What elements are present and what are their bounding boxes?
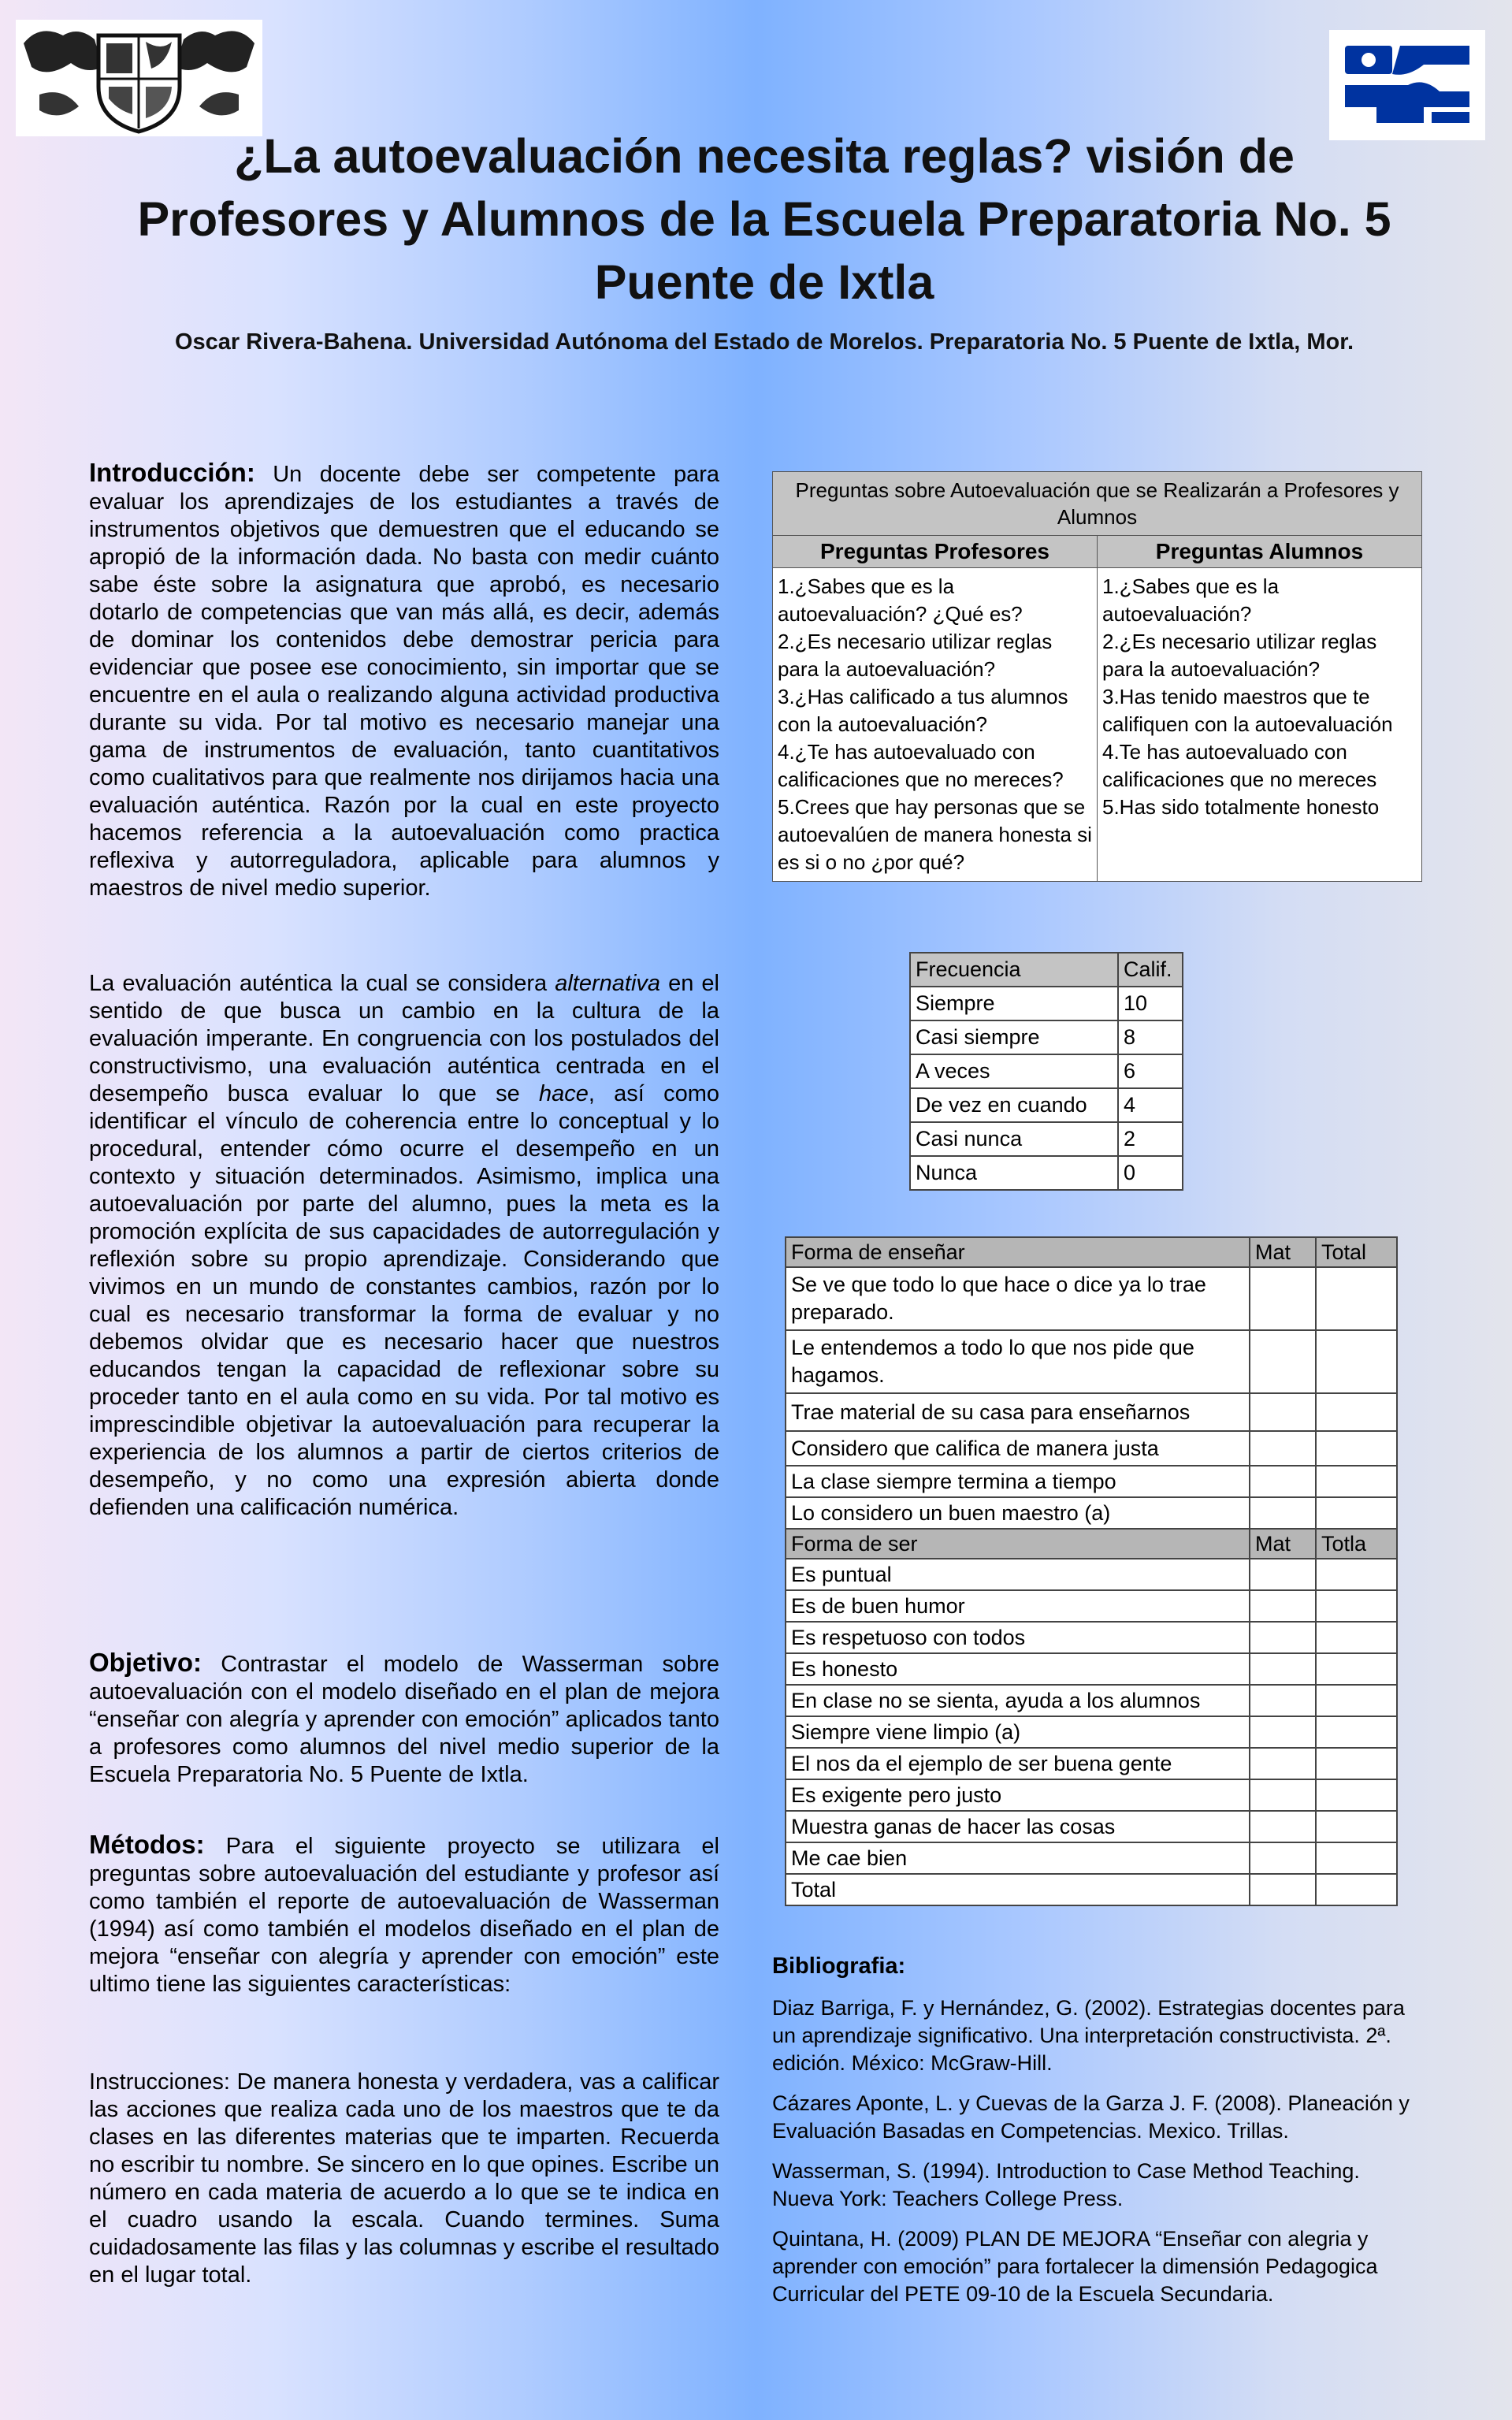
student-question: 4.Te has autoevaluado con calificaciones que no mereces [1102, 740, 1377, 791]
frequency-header: Frecuencia [910, 953, 1118, 987]
subject-score-cell[interactable] [1250, 1466, 1316, 1497]
bibliography-entry: Wasserman, S. (1994). Introduction to Case Method Teaching. Nueva York: Teachers College Press. [772, 2159, 1360, 2210]
total-header: Total [1316, 1237, 1397, 1267]
total-cell[interactable] [1316, 1622, 1397, 1653]
teacher-question: 1.¿Sabes que es la autoevaluación? ¿Qué es? [778, 574, 1023, 626]
teacher-question: 3.¿Has calificado a tus alumnos con la autoevaluación? [778, 685, 1068, 736]
criterion-label: Total [786, 1874, 1250, 1905]
table-row [786, 1874, 1397, 1905]
total-cell[interactable] [1316, 1466, 1397, 1497]
introduction-text: Un docente debe ser competente para evaluar los aprendizajes de los estudiantes a través de instrumentos objetivos que demuestren que el educando se apropió de la información dada. No basta con medir cuánto sabe éste sobre la asignatura que aprobó, es necesario dotarlo de competencias que van más allá, es decir, además de dominar los contenidos debe demostrar pericia para evidenciar que posee ese conocimiento, sin importar que se encuentre en el aula o realizando alguna actividad productiva durante su vida. Por tal motivo es necesario manejar una gama de instrumentos de evaluación, tanto cuantitativos como cualitativos para que realmente nos dirijamos hacia una evaluación auténtica. Razón por la cual en este proyecto hacemos referencia a la autoevaluación como practica reflexiva y autorreguladora, aplicable para alumnos y maestros de nivel medio superior. [89, 462, 719, 901]
objective-heading: Objetivo: [89, 1648, 202, 1677]
total-cell[interactable] [1316, 1653, 1397, 1685]
frequency-label: Siempre [910, 987, 1118, 1020]
total-cell[interactable] [1316, 1685, 1397, 1716]
subject-score-cell[interactable] [1250, 1716, 1316, 1748]
subject-score-cell[interactable] [1250, 1431, 1316, 1466]
total-cell[interactable] [1316, 1716, 1397, 1748]
total-cell[interactable] [1316, 1431, 1397, 1466]
teacher-question: 4.¿Te has autoevaluado con calificaciones que no mereces? [778, 740, 1064, 791]
objective-text: Contrastar el modelo de Wasserman sobre autoevaluación con el modelo diseñado en el plan de mejora “enseñar con alegría y aprender con emoción” aplicados tanto a profesores como alumnos del nivel medio superior de la Escuela Preparatoria No. 5 Puente de Ixtla. [89, 1652, 719, 1787]
table-row [786, 1748, 1397, 1779]
subject-score-cell[interactable] [1250, 1393, 1316, 1431]
subject-score-cell[interactable] [1250, 1748, 1316, 1779]
subject-score-cell[interactable] [1250, 1267, 1316, 1330]
table-row [786, 1716, 1397, 1748]
table-row [786, 1393, 1397, 1431]
bibliography-entry: Cázares Aponte, L. y Cuevas de la Garza J. F. (2008). Planeación y Evaluación Basadas en Competencias. Mexico. Trillas. [772, 2091, 1410, 2143]
table-row [786, 1559, 1397, 1590]
score-value: 8 [1118, 1020, 1183, 1054]
subject-score-cell[interactable] [1250, 1779, 1316, 1811]
instructions-text: Instrucciones: De manera honesta y verdadera, vas a calificar las acciones que realiza cada uno de los maestros que te da clases en las diferentes materias que te imparten. Recuerda no escribir tu nombre. Se sincero en lo que opines. Escribe un número en cada materia de acuerdo a lo que se te indica en el cuadro usando la escala. Cuando termines. Suma cuidadosamente las filas y las columnas y escribe el resultado en el lugar total. [89, 2069, 719, 2288]
bibliography-heading: Bibliografia: [772, 1953, 906, 1979]
total-header: Totla [1316, 1529, 1397, 1559]
subject-score-cell[interactable] [1250, 1653, 1316, 1685]
table-row [910, 1088, 1183, 1122]
total-cell[interactable] [1316, 1811, 1397, 1842]
poster-title: ¿La autoevaluación necesita reglas? visión de Profesores y Alumnos de la Escuela Preparatoria No. 5 Puente de Ixtla [137, 129, 1391, 309]
table-row [786, 1622, 1397, 1653]
subject-header: Mat [1250, 1237, 1316, 1267]
frequency-label: A veces [910, 1054, 1118, 1088]
methods-section [89, 1831, 719, 1998]
score-value: 10 [1118, 987, 1183, 1020]
total-cell[interactable] [1316, 1590, 1397, 1622]
criterion-label: La clase siempre termina a tiempo [786, 1466, 1250, 1497]
methods-text: Para el siguiente proyecto se utilizara el preguntas sobre autoevaluación del estudiante y profesor así como también el reporte de autoevaluación de Wasserman (1994) así como también el modelos diseñado en el plan de mejora “enseñar con alegría y aprender con emoción” este ultimo tiene las siguientes características: [89, 1834, 719, 1997]
total-cell[interactable] [1316, 1497, 1397, 1529]
student-question: 3.Has tenido maestros que te califiquen con la autoevaluación [1102, 685, 1393, 736]
criterion-label: El nos da el ejemplo de ser buena gente [786, 1748, 1250, 1779]
teacher-evaluation-table [785, 1236, 1398, 1906]
subject-score-cell[interactable] [1250, 1497, 1316, 1529]
criterion-label: Es puntual [786, 1559, 1250, 1590]
university-seal-icon [16, 20, 262, 136]
table-row [786, 1267, 1397, 1330]
teacher-question: 2.¿Es necesario utilizar reglas para la autoevaluación? [778, 630, 1053, 681]
frequency-scale-table [909, 952, 1183, 1191]
personality-header: Forma de ser [786, 1529, 1250, 1559]
score-value: 2 [1118, 1122, 1183, 1156]
criterion-label: Le entendemos a todo lo que nos pide que hagamos. [786, 1330, 1250, 1393]
criterion-label: Muestra ganas de hacer las cosas [786, 1811, 1250, 1842]
criterion-label: Considero que califica de manera justa [786, 1431, 1250, 1466]
questions-table-caption: Preguntas sobre Autoevaluación que se Realizarán a Profesores y Alumnos [773, 472, 1422, 536]
table-row [786, 1431, 1397, 1466]
instructions-section [89, 2069, 719, 2289]
score-value: 6 [1118, 1054, 1183, 1088]
score-value: 4 [1118, 1088, 1183, 1122]
student-question: 1.¿Sabes que es la autoevaluación? [1102, 574, 1280, 626]
total-cell[interactable] [1316, 1842, 1397, 1874]
total-cell[interactable] [1316, 1330, 1397, 1393]
questions-table [772, 471, 1422, 882]
criterion-label: Es honesto [786, 1653, 1250, 1685]
score-value: 0 [1118, 1156, 1183, 1190]
subject-score-cell[interactable] [1250, 1330, 1316, 1393]
students-questions-header: Preguntas Alumnos [1098, 536, 1422, 568]
table-row [786, 1466, 1397, 1497]
table-row [786, 1330, 1397, 1393]
poster-authors: Oscar Rivera-Bahena. Universidad Autónoma del Estado de Morelos. Preparatoria No. 5 Puente de Ixtla, Mor. [174, 329, 1354, 355]
subject-score-cell[interactable] [1250, 1811, 1316, 1842]
table-row [786, 1685, 1397, 1716]
table-row [910, 1054, 1183, 1088]
total-cell[interactable] [1316, 1267, 1397, 1330]
criterion-label: Es respetuoso con todos [786, 1622, 1250, 1653]
frequency-label: Casi nunca [910, 1122, 1118, 1156]
criterion-label: Es exigente pero justo [786, 1779, 1250, 1811]
subject-score-cell[interactable] [1250, 1590, 1316, 1622]
criterion-label: Trae material de su casa para enseñarnos [786, 1393, 1250, 1431]
authentic-text-1: La evaluación auténtica la cual se considera [89, 971, 555, 996]
criterion-label: Siempre viene limpio (a) [786, 1716, 1250, 1748]
introduction-section [89, 459, 719, 902]
bibliography-entry: Diaz Barriga, F. y Hernández, G. (2002). Estrategias docentes para un aprendizaje significativo. Una interpretación constructivista. 2ª. edición. México: McGraw-Hill. [772, 1996, 1405, 2075]
subject-header: Mat [1250, 1529, 1316, 1559]
table-row [786, 1653, 1397, 1685]
teachers-questions-header: Preguntas Profesores [773, 536, 1098, 568]
teacher-question: 5.Crees que hay personas que se autoevalúen de manera honesta si es si o no ¿por qué? [778, 795, 1092, 874]
authentic-evaluation-section [89, 970, 719, 1522]
score-header: Calif. [1118, 953, 1183, 987]
subject-score-cell[interactable] [1250, 1842, 1316, 1874]
table-row [910, 1122, 1183, 1156]
criterion-label: Me cae bien [786, 1842, 1250, 1874]
student-question: 2.¿Es necesario utilizar reglas para la autoevaluación? [1102, 630, 1377, 681]
total-cell[interactable] [1316, 1874, 1397, 1905]
table-row [910, 1020, 1183, 1054]
table-row [910, 987, 1183, 1020]
hands-logo-icon [1329, 30, 1485, 140]
total-cell[interactable] [1316, 1748, 1397, 1779]
total-cell[interactable] [1316, 1779, 1397, 1811]
total-cell[interactable] [1316, 1393, 1397, 1431]
subject-score-cell[interactable] [1250, 1874, 1316, 1905]
authentic-text-2: en el sentido de que busca un cambio en la cultura de la evaluación imperante. En congruencia con los postulados del constructivismo, una evaluación auténtica centrada en el desempeño busca evaluar lo que se [89, 971, 719, 1106]
criterion-label: Lo considero un buen maestro (a) [786, 1497, 1250, 1529]
institution-logo [1329, 30, 1485, 140]
table-row [786, 1842, 1397, 1874]
authentic-italic-2: hace [539, 1081, 589, 1106]
table-row [910, 1156, 1183, 1190]
teachers-questions-cell [773, 568, 1098, 882]
bibliography-entry: Quintana, H. (2009) PLAN DE MEJORA “Enseñar con alegria y aprender con emoción” para fortalecer la dimensión Pedagogica Curricular del PETE 09-10 de la Escuela Secundaria. [772, 2227, 1378, 2306]
criterion-label: En clase no se sienta, ayuda a los alumnos [786, 1685, 1250, 1716]
criterion-label: Es de buen humor [786, 1590, 1250, 1622]
frequency-label: Nunca [910, 1156, 1118, 1190]
introduction-heading: Introducción: [89, 458, 255, 487]
total-cell[interactable] [1316, 1559, 1397, 1590]
bibliography-section [772, 1953, 1426, 2321]
objective-section [89, 1649, 719, 1789]
students-questions-cell [1098, 568, 1422, 882]
frequency-label: Casi siempre [910, 1020, 1118, 1054]
student-question: 5.Has sido totalmente honesto [1102, 795, 1380, 819]
frequency-label: De vez en cuando [910, 1088, 1118, 1122]
authentic-italic-1: alternativa [555, 971, 661, 996]
subject-score-cell[interactable] [1250, 1622, 1316, 1653]
methods-heading: Métodos: [89, 1830, 205, 1859]
teaching-style-header: Forma de enseñar [786, 1237, 1250, 1267]
authentic-text-3: , así como identificar el vínculo de coherencia entre lo conceptual y lo procedural, entender cómo ocurre el desempeño en un contexto y situación determinados. Asimismo, implica una autoevaluación por parte del alumno, pues la meta es la promoción explícita de sus capacidades de autorregulación y reflexión sobre su propio aprendizaje. Considerando que vivimos en un mundo de constantes cambios, razón por lo cual es necesario transformar la forma de evaluar y no debemos olvidar que es necesario hacer que nuestros educandos tengan la capacidad de reflexionar sobre su proceder tanto en el aula como en su vida. Por tal motivo es imprescindible objetivar la autoevaluación para recuperar la experiencia de los alumnos a partir de ciertos criterios de desempeño, y no como una expresión abierta donde defienden una calificación numérica. [89, 1081, 719, 1520]
table-row [786, 1590, 1397, 1622]
table-row [786, 1497, 1397, 1529]
table-row [786, 1779, 1397, 1811]
subject-score-cell[interactable] [1250, 1685, 1316, 1716]
subject-score-cell[interactable] [1250, 1559, 1316, 1590]
criterion-label: Se ve que todo lo que hace o dice ya lo trae preparado. [786, 1267, 1250, 1330]
table-row [786, 1811, 1397, 1842]
university-seal-logo [16, 20, 262, 136]
